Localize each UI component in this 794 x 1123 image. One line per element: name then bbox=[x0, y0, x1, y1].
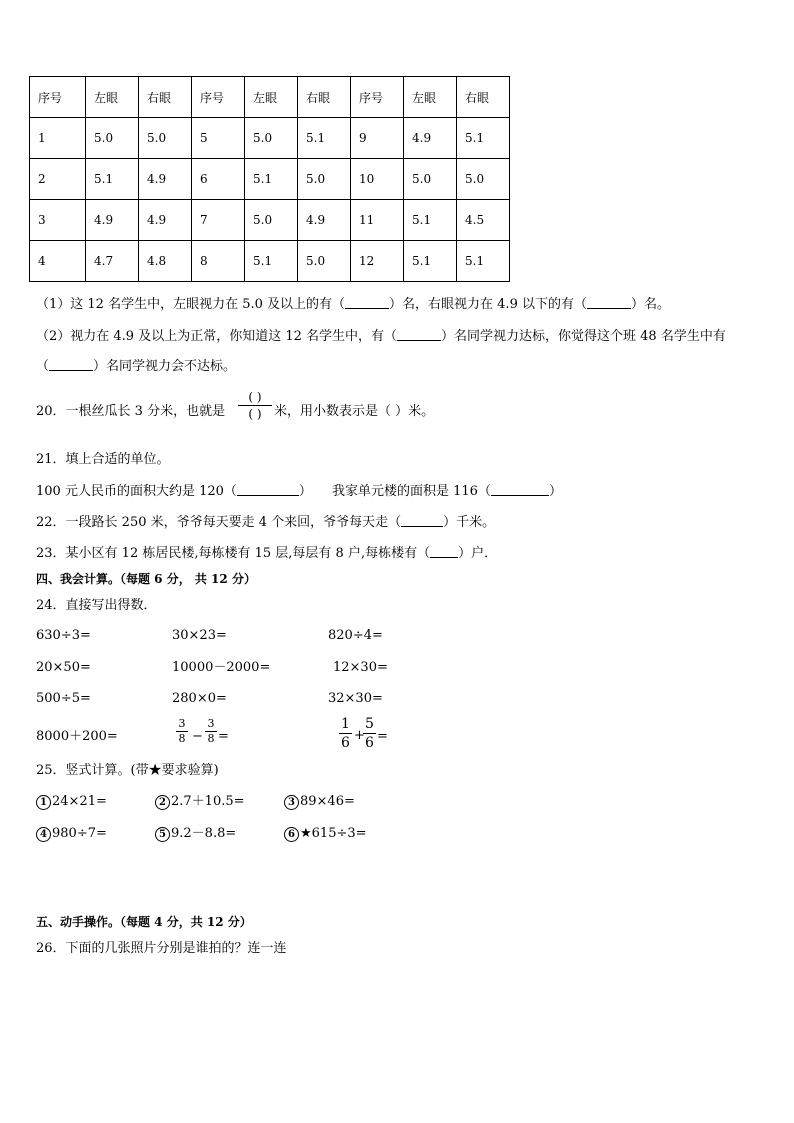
answer-blank[interactable] bbox=[237, 483, 299, 496]
table-cell: 5.1 bbox=[457, 241, 510, 282]
answer-blank[interactable] bbox=[397, 328, 441, 341]
header-cell: 右眼 bbox=[298, 77, 351, 118]
circled-number: 4 bbox=[36, 827, 51, 842]
fraction-denominator: ( ) bbox=[248, 407, 262, 421]
table-cell: 5.1 bbox=[457, 118, 510, 159]
q19-part2 bbox=[36, 328, 726, 345]
section-4-title: 四、我会计算。（每题 6 分， 共 12 分） bbox=[36, 572, 256, 586]
q20-text-b: 米，用小数表示是（ ）米。 bbox=[274, 404, 435, 419]
table-cell: 5 bbox=[192, 118, 245, 159]
fraction-numerator: 1 bbox=[341, 716, 350, 732]
fraction-1-6 bbox=[339, 716, 352, 751]
table-cell: 5.1 bbox=[245, 241, 298, 282]
table-cell: 5.0 bbox=[245, 200, 298, 241]
answer-blank[interactable] bbox=[401, 514, 443, 527]
header-cell: 左眼 bbox=[404, 77, 457, 118]
q24-item: 500÷5= bbox=[36, 691, 91, 706]
q21-title: 21．填上合适的单位。 bbox=[36, 452, 170, 467]
table-cell: 4 bbox=[30, 241, 86, 282]
fraction-5-6 bbox=[363, 716, 376, 751]
fraction-denominator: 6 bbox=[341, 735, 350, 751]
fraction-denominator: 8 bbox=[207, 732, 215, 745]
q25-item bbox=[284, 826, 367, 842]
q25-expr: 980÷7= bbox=[52, 826, 107, 841]
table-cell: 10 bbox=[351, 159, 404, 200]
q24-item: 30×23= bbox=[172, 628, 227, 643]
q19-p2-text-a: （2）视力在 4.9 及以上为正常，你知道这 12 名学生中，有（ bbox=[36, 329, 398, 344]
answer-blank[interactable] bbox=[345, 296, 389, 309]
q25-item bbox=[155, 794, 245, 810]
q21-a-text: 100 元人民币的面积大约是 120（ bbox=[36, 484, 237, 499]
table-cell: 4.8 bbox=[139, 241, 192, 282]
q25-item bbox=[155, 826, 236, 842]
fraction-numerator: ( ) bbox=[248, 390, 262, 404]
fraction-3-8-b bbox=[205, 718, 217, 745]
q19-p1-text-c: ）名。 bbox=[630, 297, 670, 312]
table-cell: 12 bbox=[351, 241, 404, 282]
operator-minus: − bbox=[192, 729, 203, 744]
fraction-numerator: 3 bbox=[207, 717, 215, 730]
q22 bbox=[36, 514, 495, 531]
q25-expr: 2.7＋10.5= bbox=[171, 794, 245, 809]
table-cell: 9 bbox=[351, 118, 404, 159]
q25-expr: 24×21= bbox=[52, 794, 107, 809]
table-cell: 3 bbox=[30, 200, 86, 241]
equals-sign: = bbox=[218, 729, 229, 744]
table-row bbox=[30, 118, 510, 159]
q19-p1-text-b: ）名，右眼视力在 4.9 以下的有（ bbox=[389, 297, 587, 312]
q24-item: 820÷4= bbox=[328, 628, 383, 643]
header-cell: 序号 bbox=[30, 77, 86, 118]
table-cell: 5.0 bbox=[404, 159, 457, 200]
table-cell: 4.9 bbox=[86, 200, 139, 241]
table-header-row bbox=[30, 77, 510, 118]
answer-blank[interactable] bbox=[587, 296, 631, 309]
table-cell: 4.7 bbox=[86, 241, 139, 282]
q22-text-a: 22．一段路长 250 米，爷爷每天要走 4 个来回，爷爷每天走（ bbox=[36, 515, 402, 530]
table-cell: 4.9 bbox=[404, 118, 457, 159]
header-cell: 右眼 bbox=[139, 77, 192, 118]
fraction-numerator: 3 bbox=[178, 717, 186, 730]
q23 bbox=[36, 545, 497, 562]
header-cell: 右眼 bbox=[457, 77, 510, 118]
answer-blank[interactable] bbox=[430, 545, 458, 558]
table-cell: 4.5 bbox=[457, 200, 510, 241]
table-cell: 4.9 bbox=[139, 200, 192, 241]
circled-number: 3 bbox=[284, 795, 299, 810]
fraction-bar bbox=[339, 733, 352, 734]
q25-expr: ★615÷3= bbox=[300, 826, 367, 841]
table-cell: 5.0 bbox=[298, 241, 351, 282]
q25-item bbox=[36, 794, 107, 810]
header-cell: 左眼 bbox=[86, 77, 139, 118]
q24-item: 12×30= bbox=[333, 660, 388, 675]
q24-item: 10000－2000= bbox=[172, 660, 271, 675]
operator-plus: + bbox=[354, 728, 365, 743]
q25-item bbox=[284, 794, 355, 810]
fraction-denominator: 6 bbox=[365, 735, 374, 751]
q21-item-a bbox=[36, 483, 312, 500]
table-cell: 6 bbox=[192, 159, 245, 200]
table-cell: 5.1 bbox=[404, 241, 457, 282]
header-cell: 序号 bbox=[192, 77, 245, 118]
q24-item: 630÷3= bbox=[36, 628, 91, 643]
answer-blank[interactable] bbox=[49, 358, 93, 371]
q24-title: 24．直接写出得数． bbox=[36, 598, 157, 613]
header-cell: 序号 bbox=[351, 77, 404, 118]
fraction-bar bbox=[238, 405, 272, 406]
table-cell: 4.9 bbox=[139, 159, 192, 200]
q24-item: 32×30= bbox=[328, 691, 383, 706]
q19-p2-text-c: ）名同学视力会不达标。 bbox=[93, 359, 237, 374]
q25-expr: 9.2－8.8= bbox=[171, 826, 237, 841]
table-cell: 5.1 bbox=[86, 159, 139, 200]
table-cell: 5.0 bbox=[298, 159, 351, 200]
table-cell: 7 bbox=[192, 200, 245, 241]
equals-sign: = bbox=[377, 729, 388, 744]
circled-number: 2 bbox=[155, 795, 170, 810]
q20-fraction[interactable] bbox=[238, 390, 272, 421]
section-5-title: 五、动手操作。（每题 4 分，共 12 分） bbox=[36, 915, 252, 929]
q24-item: 8000＋200= bbox=[36, 729, 118, 744]
q21-b-text: 我家单元楼的面积是 116（ bbox=[332, 484, 491, 499]
table-cell: 5.0 bbox=[457, 159, 510, 200]
q19-p1-text-a: （1）这 12 名学生中，左眼视力在 5.0 及以上的有（ bbox=[36, 297, 346, 312]
q20-text-a: 20．一根丝瓜长 3 分米，也就是 bbox=[36, 404, 226, 419]
fraction-denominator: 8 bbox=[178, 732, 186, 745]
table-cell: 11 bbox=[351, 200, 404, 241]
answer-blank[interactable] bbox=[491, 483, 549, 496]
q19-part1 bbox=[36, 296, 670, 313]
table-cell: 5.0 bbox=[86, 118, 139, 159]
table-row bbox=[30, 241, 510, 282]
q25-expr: 89×46= bbox=[300, 794, 355, 809]
table-cell: 1 bbox=[30, 118, 86, 159]
table-cell: 5.1 bbox=[298, 118, 351, 159]
q23-text-b: ）户． bbox=[458, 546, 498, 561]
table-cell: 4.9 bbox=[298, 200, 351, 241]
q25-item bbox=[36, 826, 107, 842]
header-cell: 左眼 bbox=[245, 77, 298, 118]
q21-a-close: ） bbox=[298, 484, 312, 499]
fraction-3-8-a bbox=[176, 718, 188, 745]
circled-number: 5 bbox=[155, 827, 170, 842]
q21-item-b bbox=[332, 483, 562, 500]
vision-table bbox=[29, 76, 510, 282]
q19-p2-open: （ bbox=[36, 359, 50, 374]
q26-title: 26．下面的几张照片分别是谁拍的？连一连 bbox=[36, 941, 287, 956]
fraction-numerator: 5 bbox=[365, 716, 374, 732]
table-cell: 5.0 bbox=[245, 118, 298, 159]
q19-part2-cont bbox=[36, 358, 236, 375]
q25-title: 25．竖式计算。(带★要求验算) bbox=[36, 763, 219, 778]
table-row bbox=[30, 200, 510, 241]
fraction-bar bbox=[363, 733, 376, 734]
q24-item: 280×0= bbox=[172, 691, 227, 706]
q21-b-close: ） bbox=[548, 484, 562, 499]
table-cell: 8 bbox=[192, 241, 245, 282]
table-row bbox=[30, 159, 510, 200]
circled-number: 6 bbox=[284, 827, 299, 842]
table-cell: 5.0 bbox=[139, 118, 192, 159]
table-cell: 5.1 bbox=[245, 159, 298, 200]
circled-number: 1 bbox=[36, 795, 51, 810]
q19-p2-text-b: ）名同学视力达标，你觉得这个班 48 名学生中有 bbox=[441, 329, 726, 344]
table-cell: 2 bbox=[30, 159, 86, 200]
q24-item: 20×50= bbox=[36, 660, 91, 675]
table-cell: 5.1 bbox=[404, 200, 457, 241]
q22-text-b: ）千米。 bbox=[443, 515, 496, 530]
q23-text-a: 23．某小区有 12 栋居民楼,每栋楼有 15 层,每层有 8 户,每栋楼有（ bbox=[36, 546, 431, 561]
